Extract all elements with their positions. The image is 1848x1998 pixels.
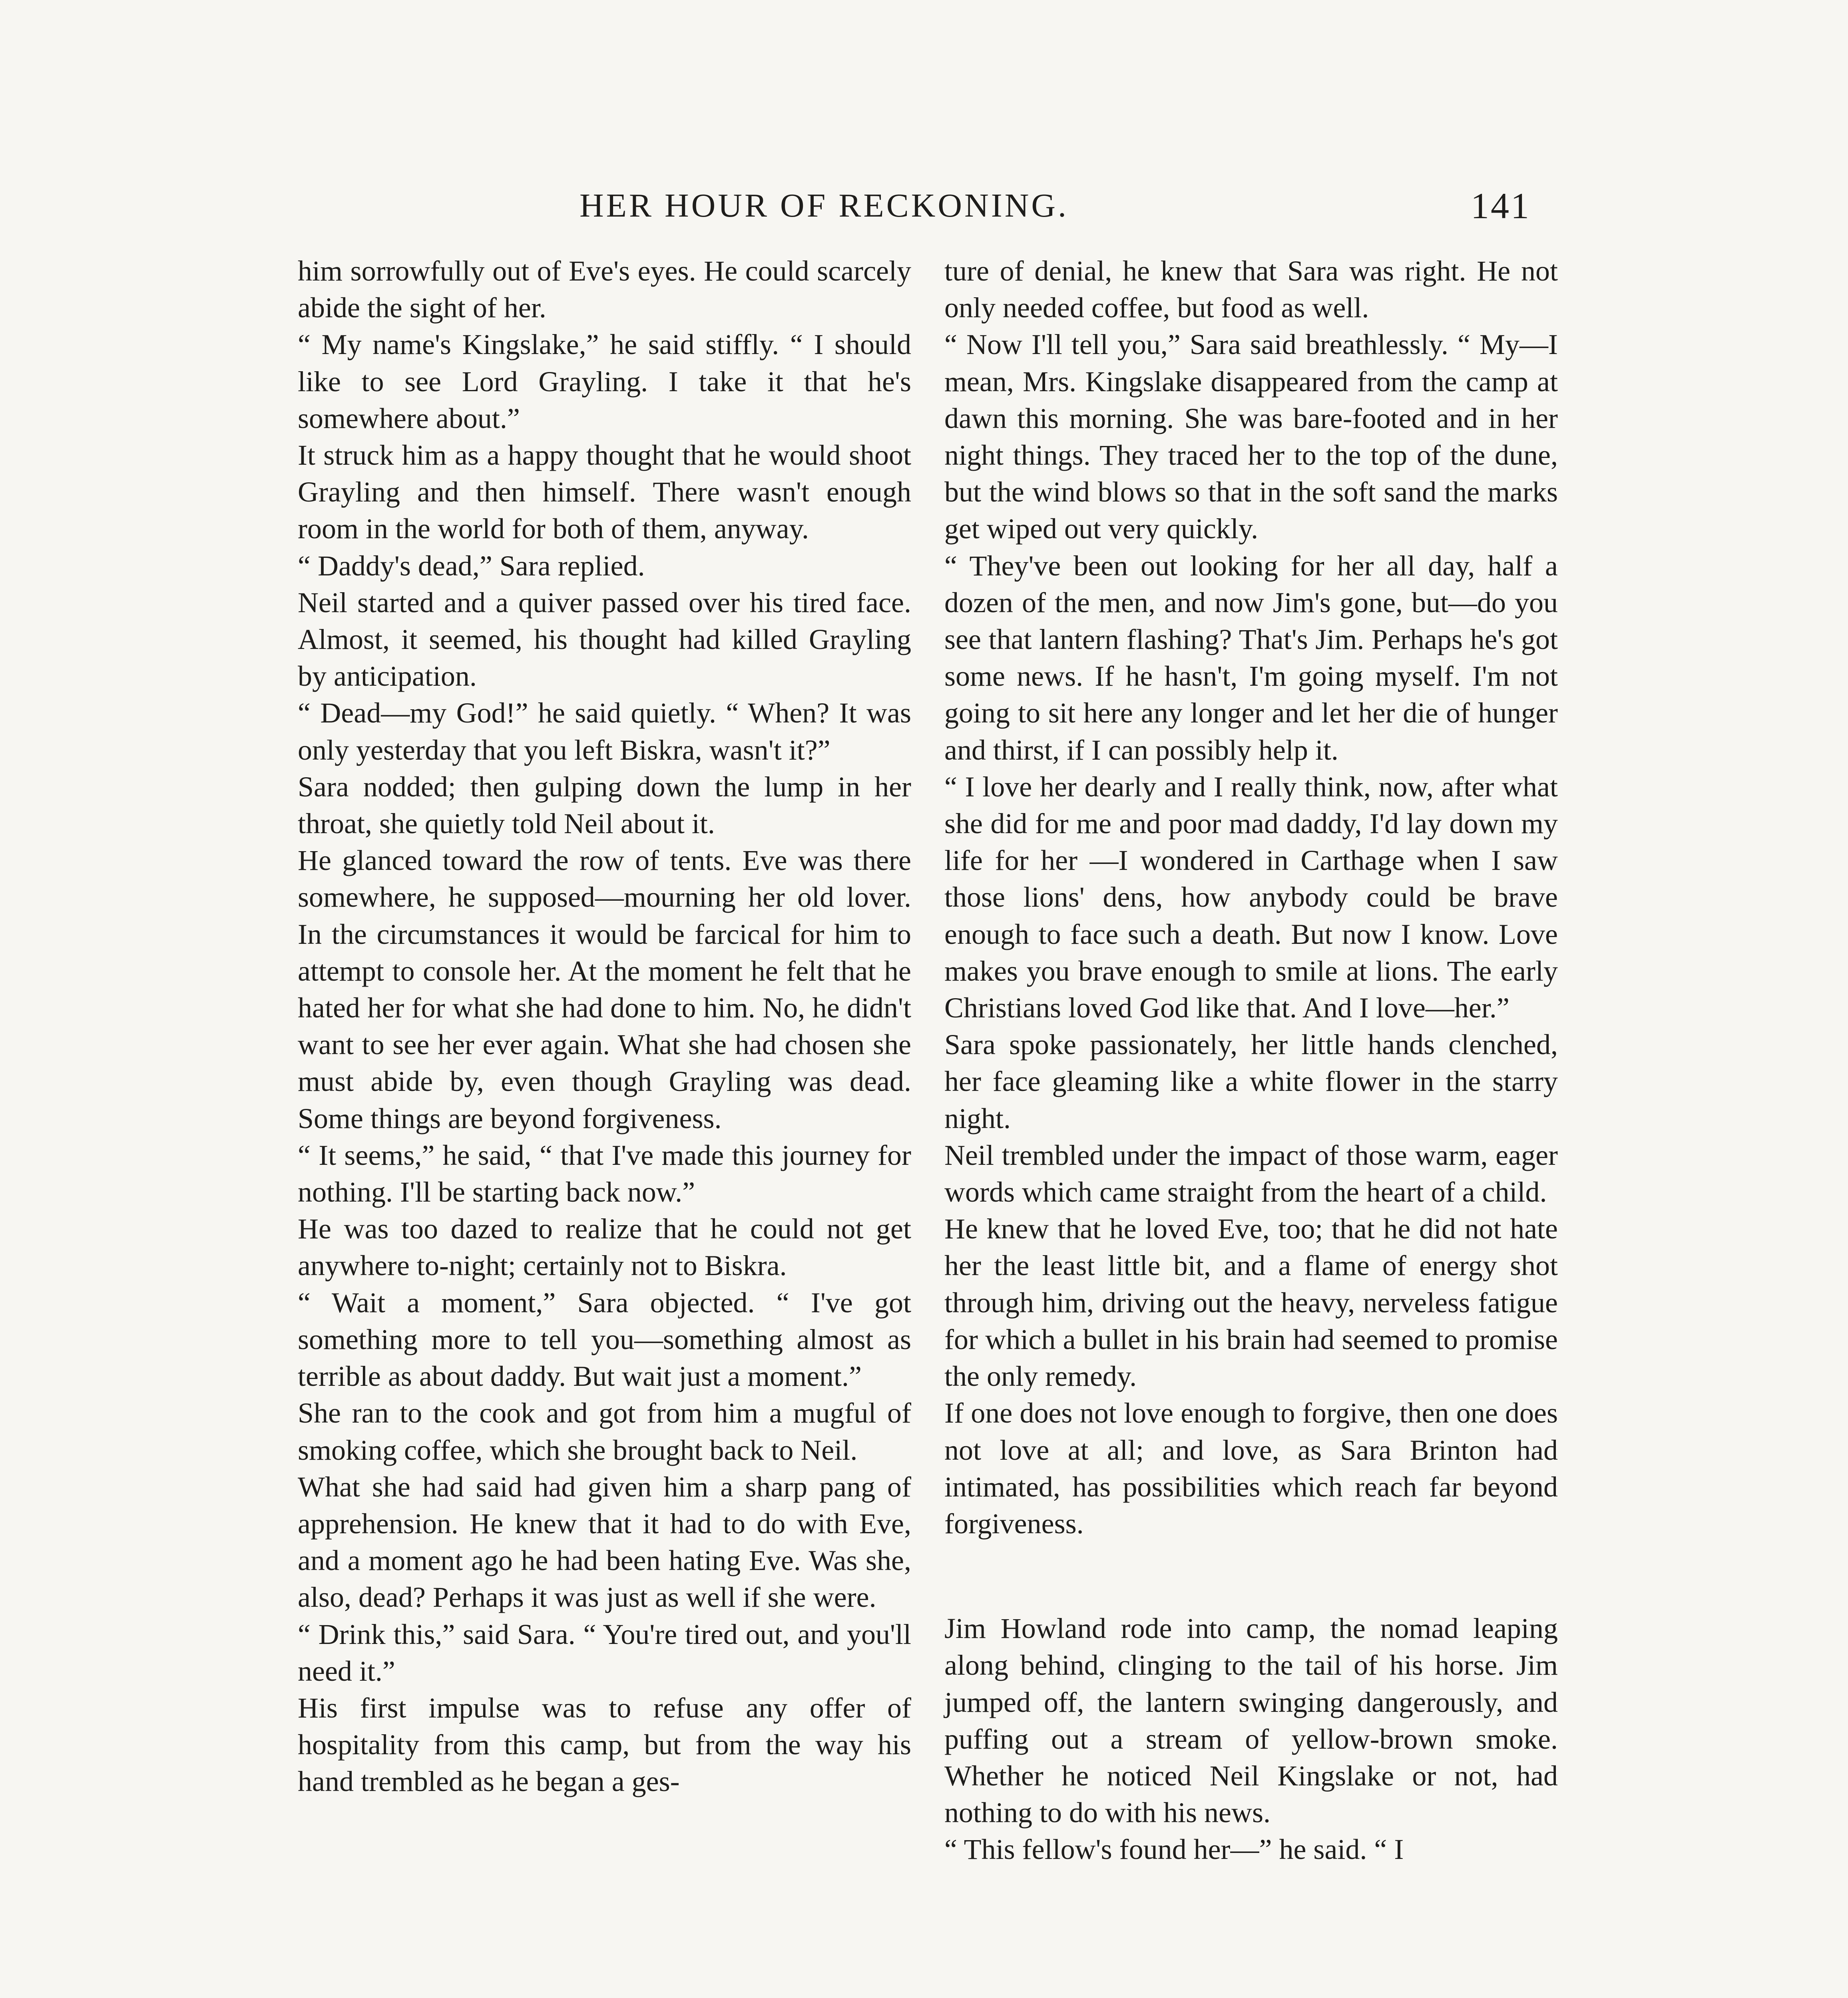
paragraph: “ They've been out looking for her all day, half a dozen of the men, and now Jim's gone, but—do you see that lantern flashing? That's Jim. Perhaps he's got some news. If he hasn't, I'm going myself. I'm not going to sit here any longer and let her die of hunger and thirst, if I can possibly help it. [944,549,1558,766]
paragraph: “ Wait a moment,” Sara objected. “ I've got something more to tell you—something almost as terrible as about daddy. But wait just a moment.” [298,1286,911,1393]
right-column [944,253,1558,1868]
paragraph: She ran to the cook and got from him a mugful of smoking coffee, which she brought back to Neil. [298,1397,911,1466]
paragraph: Sara spoke passionately, her little hands clenched, her face gleaming like a white flower in the starry night. [944,1029,1558,1134]
paragraph: He glanced toward the row of tents. Eve was there somewhere, he supposed—mourning her old lover. In the circumstances it would be farcical for him to attempt to console her. At the moment he felt that he hated her for what she had done to him. No, he didn't want to see her ever again. What she had chosen she must abide by, even though Grayling was dead. Some things are beyond forgiveness. [298,844,911,1134]
paragraph: ture of denial, he knew that Sara was right. He not only needed coffee, but food as well. [944,255,1558,324]
page-header [0,182,1848,230]
paragraph: Sara nodded; then gulping down the lump in her throat, she quietly told Neil about it. [298,770,911,840]
page-number: 141 [1471,185,1531,226]
paragraph: He knew that he loved Eve, too; that he did not hate her the least little bit, and a flame of energy shot through him, driving out the heavy, nerveless fatigue for which a bullet in his brain had seemed to promise the only remedy. [944,1213,1558,1393]
paragraph: What she had said had given him a sharp pang of apprehension. He knew that it had to do with Eve, and a moment ago he had been hating Eve. Was she, also, dead? Perhaps it was just as well if she were. [298,1471,911,1614]
paragraph: “ It seems,” he said, “ that I've made this journey for nothing. I'll be starting back now.” [298,1139,911,1208]
paragraph: him sorrowfully out of Eve's eyes. He could scarcely abide the sight of her. [298,255,911,324]
paragraph: If one does not love enough to forgive, then one does not love at all; and love, as Sara Brinton had intimated, has possibilities which reach far beyond forgiveness. [944,1397,1558,1540]
paragraph: He was too dazed to realize that he could not get anywhere to-night; certainly not to Biskra. [298,1213,911,1282]
left-column [298,253,911,1800]
paragraph: Jim Howland rode into camp, the nomad leaping along behind, clinging to the tail of his horse. Jim jumped off, the lantern swinging dangerously, and puffing out a stream of yellow-brown smoke. Whether he noticed Neil Kingslake or not, had nothing to do with his news. [944,1612,1558,1829]
paragraph: “ My name's Kingslake,” he said stiffly. “ I should like to see Lord Grayling. I take it that he's somewhere about.” [298,328,911,434]
paragraph: “ Now I'll tell you,” Sara said breathlessly. “ My—I mean, Mrs. Kingslake disappeared from the camp at dawn this morning. She was bare-footed and in her night things. They traced her to the top of the dune, but the wind blows so that in the soft sand the marks get wiped out very quickly. [944,328,1558,545]
paragraph: His first impulse was to refuse any offer of hospitality from this camp, but from the way his hand trembled as he began a ges- [298,1692,911,1798]
running-title: HER HOUR OF RECKONING. [579,187,1069,224]
paragraph: “ This fellow's found her—” he said. “ I [944,1833,1404,1866]
paragraph: “ Drink this,” said Sara. “ You're tired out, and you'll need it.” [298,1618,911,1687]
paragraph: “ I love her dearly and I really think, now, after what she did for me and poor mad daddy, I'd lay down my life for her —I wondered in Carthage when I saw those lions' dens, how anybody could be brave enough to face such a death. But now I know. Love makes you brave enough to smile at lions. The early Christians loved God like that. And I love—her.” [944,770,1558,1024]
paragraph: Neil started and a quiver passed over his tired face. Almost, it seemed, his thought had killed Grayling by anticipation. [298,586,911,693]
paragraph: It struck him as a happy thought that he would shoot Grayling and then himself. There wasn't enough room in the world for both of them, anyway. [298,439,911,545]
paragraph: Neil trembled under the impact of those warm, eager words which came straight from the heart of a child. [944,1139,1558,1208]
paragraph: “ Dead—my God!” he said quietly. “ When? It was only yesterday that you left Biskra, wasn't it?” [298,697,911,766]
paragraph: “ Daddy's dead,” Sara replied. [298,549,645,582]
